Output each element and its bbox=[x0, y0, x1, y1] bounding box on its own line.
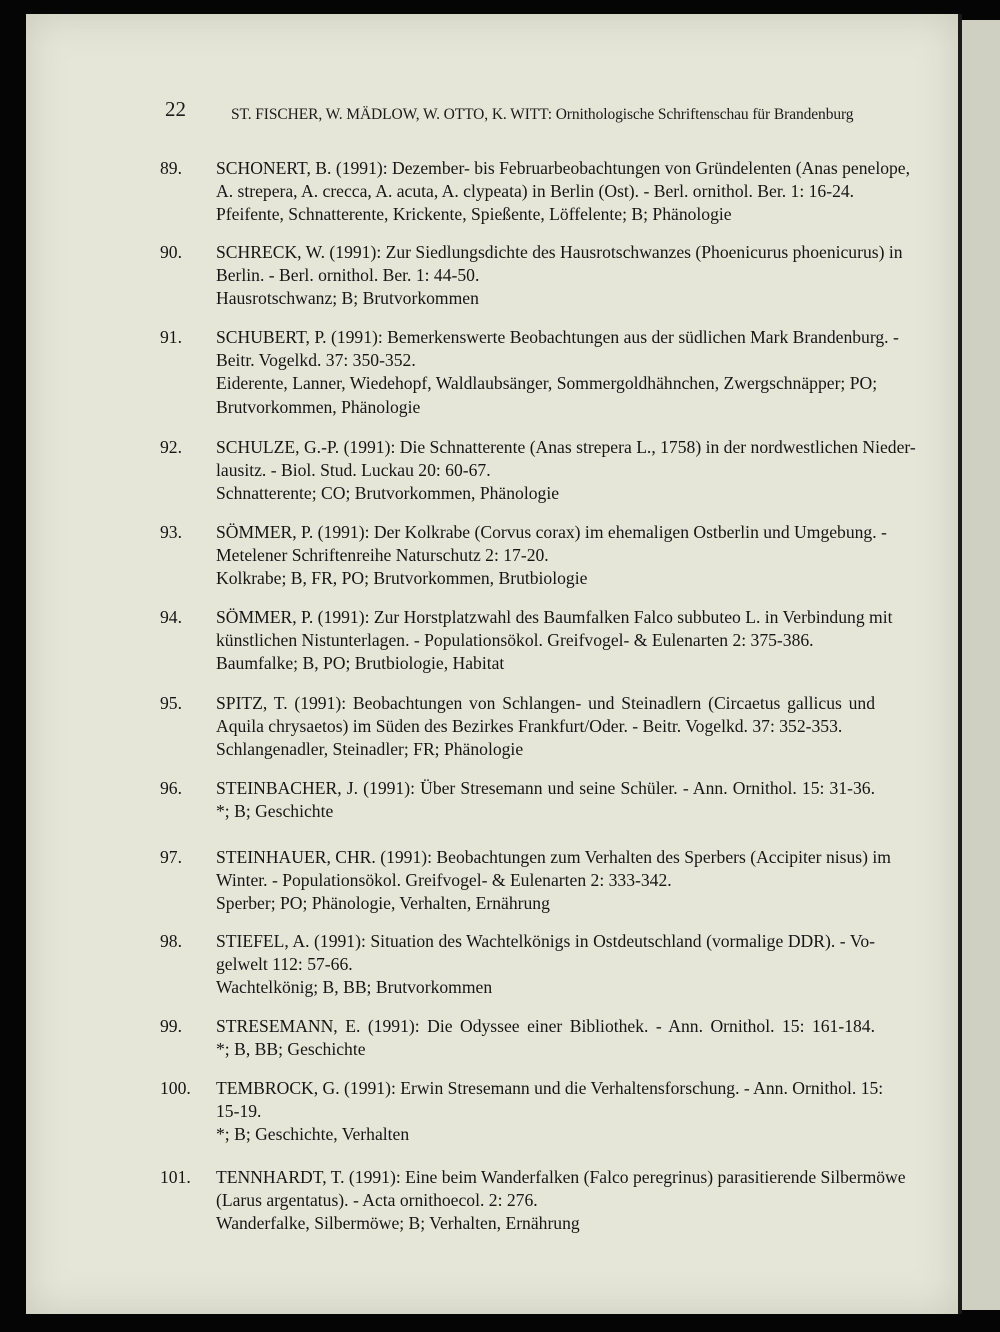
entry-text bbox=[216, 1166, 906, 1236]
page-number: 22 bbox=[165, 97, 186, 121]
entry-number: 96. bbox=[160, 778, 182, 798]
entry-text bbox=[216, 157, 911, 227]
entry-line: SÖMMER, P. (1991): Zur Horstplatzwahl des Baumfalken Falco subbuteo L. in Verbindung mit bbox=[216, 607, 893, 627]
entry-text bbox=[216, 1015, 875, 1061]
entry-number: 89. bbox=[160, 158, 182, 178]
entry-text bbox=[216, 692, 875, 762]
entry-line: STRESEMANN, E. (1991): Die Odyssee einer Bibliothek. - Ann. Ornithol. 15: 161-184. bbox=[216, 1016, 875, 1036]
entry-line: *; B; Geschichte bbox=[216, 801, 334, 822]
entry-number: 92. bbox=[160, 437, 182, 457]
entry-line: Pfeifente, Schnatterente, Krickente, Spießente, Löffelente; B; Phänologie bbox=[216, 204, 732, 225]
entry-line: Hausrotschwanz; B; Brutvorkommen bbox=[216, 288, 479, 309]
entry-line: SCHONERT, B. (1991): Dezember- bis Februarbeobachtungen von Gründelenten (Anas penelope, bbox=[216, 158, 911, 178]
facing-page-edge bbox=[962, 20, 1000, 1310]
entry-number: 100. bbox=[160, 1078, 191, 1098]
entry-number: 97. bbox=[160, 847, 182, 867]
entry-line: SCHUBERT, P. (1991): Bemerkenswerte Beobachtungen aus der südlichen Mark Brandenburg. - bbox=[216, 327, 899, 347]
entry-line: STEINBACHER, J. (1991): Über Stresemann und seine Schüler. - Ann. Ornithol. 15: 31-36. bbox=[216, 778, 875, 798]
entry-text bbox=[216, 930, 875, 1000]
entry-text bbox=[216, 241, 903, 311]
entry-line: Baumfalke; B, PO; Brutbiologie, Habitat bbox=[216, 653, 505, 674]
entry-line: (Larus argentatus). - Acta ornithoecol. 2: 276. bbox=[216, 1190, 538, 1211]
entry-line: TENNHARDT, T. (1991): Eine beim Wanderfalken (Falco peregrinus) parasitierende Silbermöwe bbox=[216, 1167, 906, 1187]
entry-line: SCHRECK, W. (1991): Zur Siedlungsdichte des Hausrotschwanzes (Phoenicurus phoenicurus) in bbox=[216, 242, 903, 262]
entry-line: Winter. - Populationsökol. Greifvogel- & Eulenarten 2: 333-342. bbox=[216, 870, 672, 891]
entry-text bbox=[216, 1077, 884, 1147]
entry-text bbox=[216, 521, 887, 591]
entry-line: künstlichen Nistunterlagen. - Populationsökol. Greifvogel- & Eulenarten 2: 375-386. bbox=[216, 630, 814, 651]
entry-number: 101. bbox=[160, 1167, 191, 1187]
running-header bbox=[165, 97, 875, 129]
page-gutter bbox=[958, 14, 962, 1314]
entry-line: Sperber; PO; Phänologie, Verhalten, Ernährung bbox=[216, 893, 550, 914]
entry-text bbox=[216, 606, 893, 676]
entry-text bbox=[216, 436, 916, 506]
entry-text bbox=[216, 326, 899, 419]
entry-line: 15-19. bbox=[216, 1101, 262, 1122]
entry-number: 90. bbox=[160, 242, 182, 262]
entry-line: STEINHAUER, CHR. (1991): Beobachtungen zum Verhalten des Sperbers (Accipiter nisus) im bbox=[216, 847, 891, 867]
entry-text bbox=[216, 777, 875, 823]
entry-line: SÖMMER, P. (1991): Der Kolkrabe (Corvus corax) im ehemaligen Ostberlin und Umgebung. - bbox=[216, 522, 887, 542]
entry-number: 95. bbox=[160, 693, 182, 713]
entry-line: SCHULZE, G.-P. (1991): Die Schnatterente (Anas strepera L., 1758) in der nordwestlichen Nieder- bbox=[216, 437, 916, 457]
entry-line: Schlangenadler, Steinadler; FR; Phänologie bbox=[216, 739, 524, 760]
entry-line: Aquila chrysaetos) im Süden des Bezirkes Frankfurt/Oder. - Beitr. Vogelkd. 37: 352-353. bbox=[216, 716, 843, 737]
entry-line: Eiderente, Lanner, Wiedehopf, Waldlaubsänger, Sommergoldhähnchen, Zwergschnäpper; PO; bbox=[216, 373, 878, 394]
entry-line: Kolkrabe; B, FR, PO; Brutvorkommen, Brutbiologie bbox=[216, 568, 588, 589]
entry-line: Metelener Schriftenreihe Naturschutz 2: 17-20. bbox=[216, 545, 549, 566]
entry-line: Brutvorkommen, Phänologie bbox=[216, 396, 421, 417]
entry-line: SPITZ, T. (1991): Beobachtungen von Schlangen- und Steinadlern (Circaetus gallicus und bbox=[216, 693, 875, 713]
entry-number: 93. bbox=[160, 522, 182, 542]
entry-number: 98. bbox=[160, 931, 182, 951]
entry-line: Wachtelkönig; B, BB; Brutvorkommen bbox=[216, 977, 493, 998]
entry-line: STIEFEL, A. (1991): Situation des Wachtelkönigs in Ostdeutschland (vormalige DDR). - Vo- bbox=[216, 931, 875, 951]
entry-number: 99. bbox=[160, 1016, 182, 1036]
header-title: ST. FISCHER, W. MÄDLOW, W. OTTO, K. WITT: Ornithologische Schriftenschau für Brandenburg bbox=[231, 106, 854, 123]
entry-line: A. strepera, A. crecca, A. acuta, A. clypeata) in Berlin (Ost). - Berl. ornithol. Ber. 1: 16-24. bbox=[216, 181, 855, 202]
entry-number: 91. bbox=[160, 327, 182, 347]
entry-line: Beitr. Vogelkd. 37: 350-352. bbox=[216, 350, 416, 371]
entry-line: Schnatterente; CO; Brutvorkommen, Phänologie bbox=[216, 483, 560, 504]
entry-line: Wanderfalke, Silbermöwe; B; Verhalten, Ernährung bbox=[216, 1213, 580, 1234]
entry-line: *; B, BB; Geschichte bbox=[216, 1039, 366, 1060]
entry-line: gelwelt 112: 57-66. bbox=[216, 954, 353, 975]
entry-line: TEMBROCK, G. (1991): Erwin Stresemann und die Verhaltensforschung. - Ann. Ornithol. 15: bbox=[216, 1078, 884, 1098]
entry-line: lausitz. - Biol. Stud. Luckau 20: 60-67. bbox=[216, 460, 491, 481]
entry-number: 94. bbox=[160, 607, 182, 627]
entry-text bbox=[216, 846, 891, 916]
entry-line: *; B; Geschichte, Verhalten bbox=[216, 1124, 410, 1145]
entry-line: Berlin. - Berl. ornithol. Ber. 1: 44-50. bbox=[216, 265, 480, 286]
